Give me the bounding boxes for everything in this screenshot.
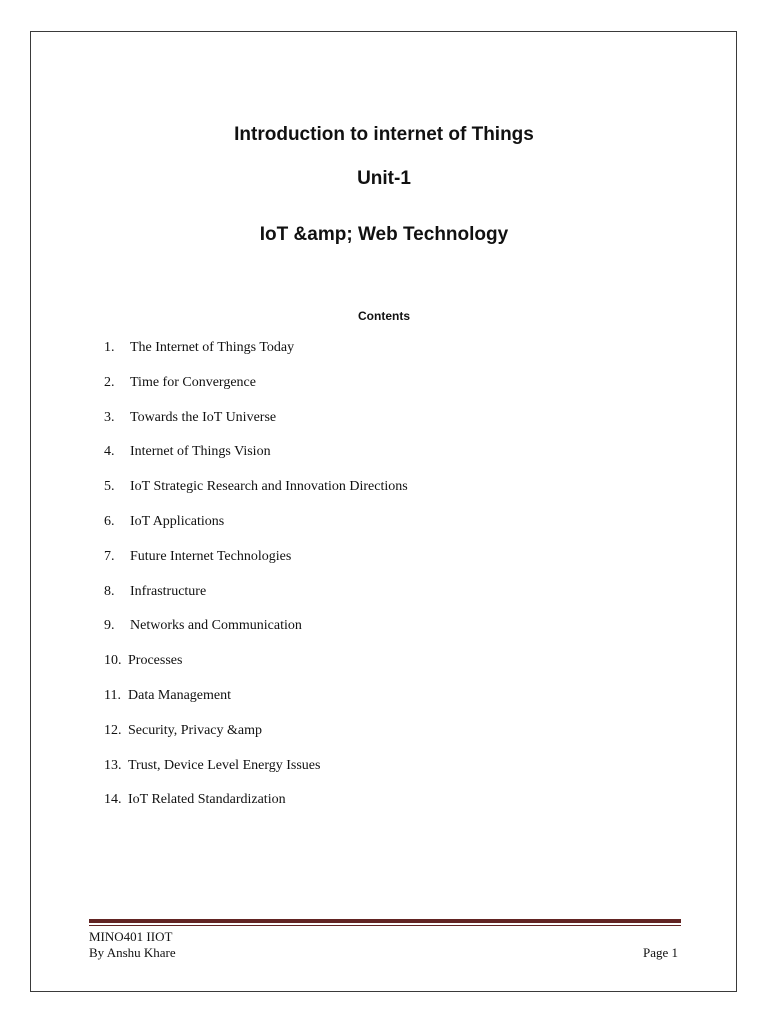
contents-item-number: 12. <box>104 722 122 738</box>
contents-item <box>104 338 408 373</box>
contents-item-number: 6. <box>104 513 115 529</box>
contents-item-number: 10. <box>104 653 122 669</box>
contents-heading: Contents <box>358 309 410 323</box>
document-subtitle: IoT &amp; Web Technology <box>259 224 509 245</box>
contents-item-text: IoT Strategic Research and Innovation Directions <box>130 479 408 495</box>
contents-item <box>104 477 408 512</box>
footer-page-number: Page 1 <box>642 945 678 960</box>
contents-item-number: 2. <box>104 374 115 390</box>
contents-item <box>104 582 408 617</box>
contents-item <box>104 547 408 582</box>
contents-item-text: Internet of Things Vision <box>130 444 271 460</box>
contents-item <box>104 686 408 721</box>
contents-item-text: Infrastructure <box>130 583 207 599</box>
footer-course: MINO401 IIOT <box>89 929 173 944</box>
contents-item-number: 5. <box>104 479 115 495</box>
contents-item <box>104 616 408 651</box>
contents-item-number: 4. <box>104 444 115 460</box>
contents-item <box>104 512 408 547</box>
contents-item-number: 3. <box>104 409 115 425</box>
contents-item-text: IoT Related Standardization <box>128 792 286 808</box>
contents-item-text: Trust, Device Level Energy Issues <box>128 757 321 773</box>
contents-item-text: The Internet of Things Today <box>130 340 295 355</box>
contents-item-text: IoT Applications <box>130 513 225 529</box>
footer-rule-thick <box>89 919 681 923</box>
contents-item-number: 11. <box>104 687 121 703</box>
contents-item-text: Time for Convergence <box>130 374 256 390</box>
contents-item-number: 8. <box>104 583 115 599</box>
contents-item-text: Processes <box>128 653 183 669</box>
contents-item-text: Towards the IoT Universe <box>130 409 277 425</box>
footer-rule-thin <box>89 925 681 926</box>
contents-item-text: Security, Privacy &amp <box>128 722 263 738</box>
contents-item-number: 7. <box>104 548 115 564</box>
footer-author: By Anshu Khare <box>89 945 176 960</box>
contents-list <box>104 338 408 825</box>
contents-item-number: 14. <box>104 792 122 808</box>
document-title: Introduction to internet of Things <box>234 124 534 145</box>
contents-item <box>104 721 408 756</box>
contents-item-text: Data Management <box>128 687 232 703</box>
contents-item-number: 13. <box>104 757 122 773</box>
contents-item-number: 1. <box>104 340 115 355</box>
contents-item <box>104 790 408 825</box>
contents-item-text: Networks and Communication <box>130 618 302 634</box>
unit-label: Unit-1 <box>357 168 411 189</box>
contents-item <box>104 651 408 686</box>
contents-item <box>104 756 408 791</box>
contents-item <box>104 442 408 477</box>
contents-item-text: Future Internet Technologies <box>130 548 292 564</box>
contents-item <box>104 373 408 408</box>
contents-item <box>104 408 408 443</box>
contents-item-number: 9. <box>104 618 115 634</box>
